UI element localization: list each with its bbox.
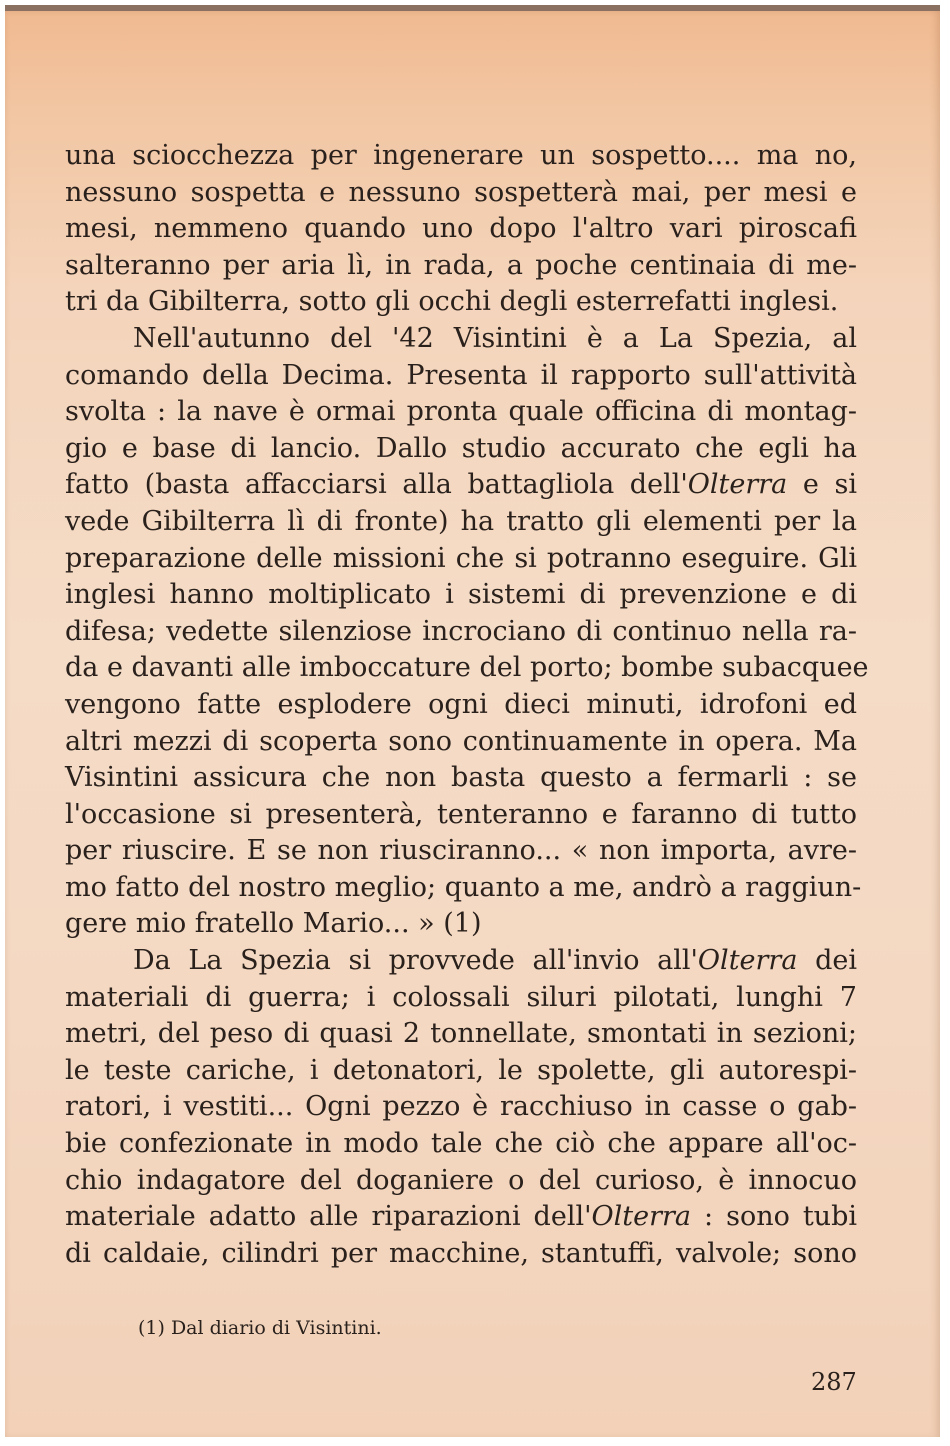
text-line: Nell'autunno del '42 Visintini è a La Spezia, al [133, 322, 857, 354]
text-line: fatto (basta affacciarsi alla battagliola dell'Olterra e si [65, 469, 857, 501]
text-line: gere mio fratello Mario... » (1) [65, 908, 482, 940]
book-page [5, 5, 940, 1437]
text-line: mesi, nemmeno quando uno dopo l'altro vari piroscafi [65, 213, 857, 245]
text-line: Da La Spezia si provvede all'invio all'Olterra dei [133, 945, 858, 977]
text-line: bie confezionate in modo tale che ciò che appare all'oc- [65, 1128, 857, 1160]
text-line: chio indagatore del doganiere o del curioso, è innocuo [65, 1164, 857, 1196]
text-line: vengono fatte esplodere ogni dieci minuti, idrofoni ed [65, 688, 857, 720]
text-line: ratori, i vestiti... Ogni pezzo è racchiuso in casse o gab- [65, 1091, 857, 1123]
text-line: una sciocchezza per ingenerare un sospetto.... ma no, [65, 140, 857, 171]
text-line: le teste cariche, i detonatori, le spolette, gli autorespi- [65, 1054, 857, 1086]
text-line: difesa; vedette silenziose incrociano di continuo nella ra- [65, 615, 857, 647]
text-line: tri da Gibilterra, sotto gli occhi degli esterrefatti inglesi. [65, 286, 839, 318]
text-line: svolta : la nave è ormai pronta quale officina di montag- [65, 396, 857, 428]
text-line: materiali di guerra; i colossali siluri pilotati, lunghi 7 [65, 981, 857, 1013]
text-line: Visintini assicura che non basta questo a fermarli : se [65, 762, 857, 794]
text-line: comando della Decima. Presenta il rapporto sull'attività [65, 359, 857, 391]
ship-name: Olterra [687, 469, 788, 501]
ship-name: Olterra [697, 945, 798, 977]
text-line: salteranno per aria lì, in rada, a poche centinaia di me- [65, 249, 857, 281]
text-line: per riuscire. E se non riusciranno... « non importa, avre- [65, 835, 857, 867]
text-line: materiale adatto alle riparazioni dell'Olterra : sono tubi [65, 1201, 857, 1233]
text-line: gio e base di lancio. Dallo studio accurato che egli ha [65, 432, 857, 464]
text-line: preparazione delle missioni che si potranno eseguire. Gli [65, 542, 857, 574]
text-line: mo fatto del nostro meglio; quanto a me, andrò a raggiun- [65, 871, 862, 903]
footnote: (1) Dal diario di Visintini. [138, 1317, 382, 1339]
text-line: inglesi hanno moltiplicato i sistemi di prevenzione e di [65, 579, 857, 611]
text-line: di caldaie, cilindri per macchine, stantuffi, valvole; sono [65, 1237, 857, 1269]
text-line: da e davanti alle imboccature del porto; bombe subacquee [65, 652, 869, 684]
text-line: altri mezzi di scoperta sono continuamente in opera. Ma [65, 725, 857, 757]
ship-name: Olterra [591, 1201, 692, 1233]
text-line: vede Gibilterra lì di fronte) ha tratto gli elementi per la [65, 505, 857, 537]
text-line: nessuno sospetta e nessuno sospetterà mai, per mesi e [65, 176, 857, 208]
text-line: metri, del peso di quasi 2 tonnellate, smontati in sezioni; [65, 1018, 857, 1050]
body-text [65, 138, 869, 1272]
page-top-edge [5, 5, 940, 11]
page-number: 287 [811, 1368, 857, 1396]
text-line: l'occasione si presenterà, tenteranno e faranno di tutto [65, 798, 857, 830]
